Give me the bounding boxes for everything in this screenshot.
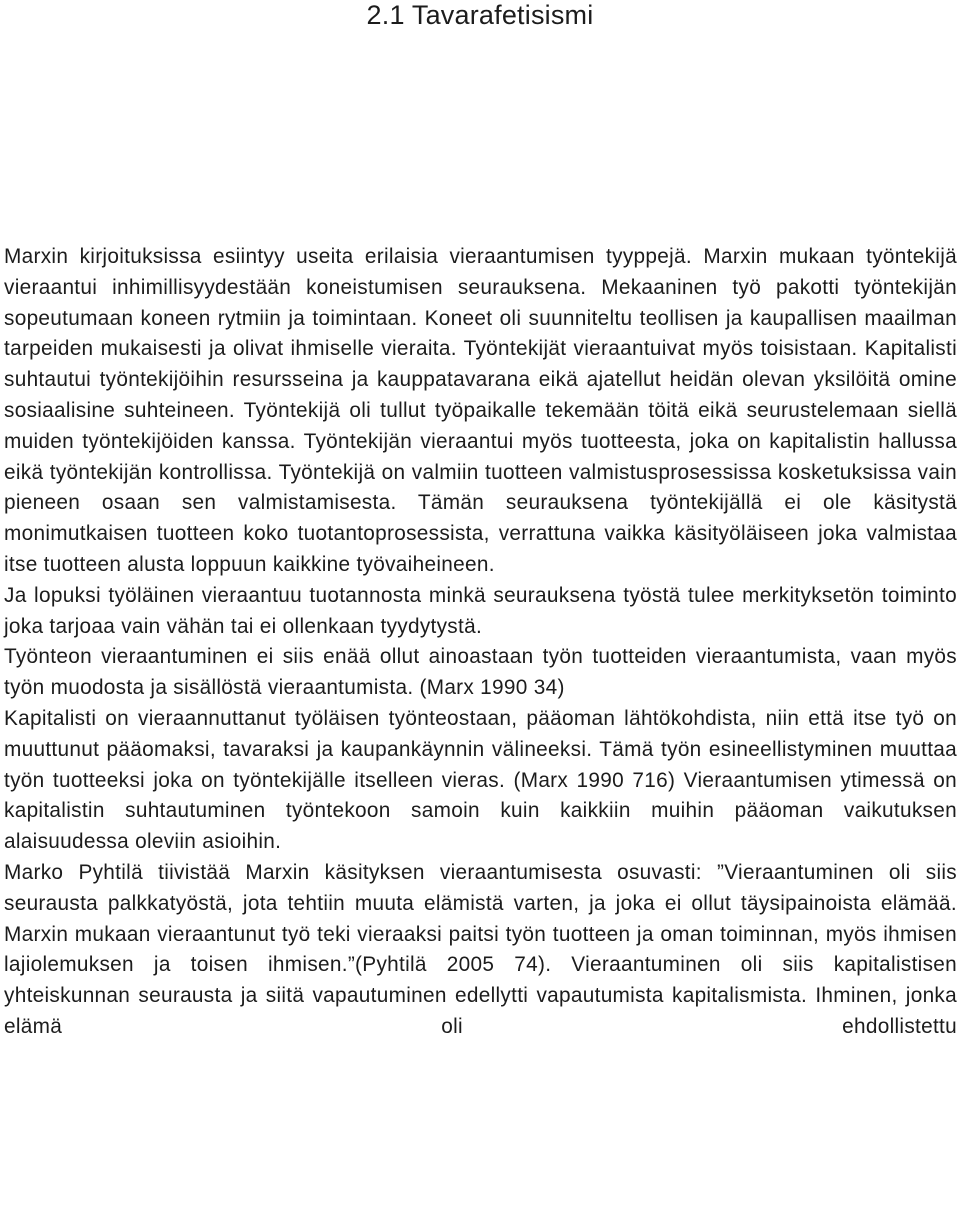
paragraph-labour-alienation: Työnteon vieraantuminen ei siis enää ollut ainoastaan työn tuotteiden vieraantumista, vaan myös työn muodosta ja sisällöstä vieraantumista. (Marx 1990 34) (4, 645, 957, 700)
paragraph-capitalist-alienation: Kapitalisti on vieraannuttanut työläisen työnteostaan, pääoman lähtökohdista, niin että itse työ on muuttunut pääomaksi, tavaraksi ja kaupankäynnin välineeksi. Tämä työn esineellistyminen muuttaa työn tuotteeksi joka on työntekijälle itselleen vieras. (Marx 1990 716) Vieraantumisen ytimessä on kapitalistin suhtautuminen työntekoon samoin kuin kaikkiin muihin pääoman vaikutuksen alaisuudessa oleviin asioihin. (4, 706, 957, 854)
paragraph-pyhtila-summary: Marko Pyhtilä tiivistää Marxin käsityksen vieraantumisesta osuvasti: ”Vieraantuminen oli siis seurausta palkkatyöstä, jota tehtiin muuta elämistä varten, ja joka ei ollut täysipainoista elämää. Marxin mukaan vieraantunut työ teki vieraaksi paitsi työn tuotteen ja oman toiminnan, myös ihmisen lajiolemuksen ja toisen ihmisen.”(Pyhtilä 2005 74). Vieraantuminen oli siis kapitalistisen yhteiskunnan seurausta ja siitä vapautuminen edellytti vapautumista kapitalismista. Ihminen, jonka elämä oli ehdollistettu (4, 860, 957, 1038)
paragraph-production-alienation: Ja lopuksi työläinen vieraantuu tuotannosta minkä seurauksena työstä tulee merkityksetön toiminto joka tarjoaa vain vähän tai ei ollenkaan tyydytystä. (4, 583, 957, 638)
paragraph-alienation-types: Marxin kirjoituksissa esiintyy useita erilaisia vieraantumisen tyyppejä. Marxin mukaan työntekijä vieraantui inhimillisyydestään koneistumisen seurauksena. Mekaaninen työ pakotti työntekijän sopeutumaan koneen rytmiin ja toimintaan. Koneet oli suunniteltu teollisen ja kaupallisen maailman tarpeiden mukaisesti ja olivat ihmiselle vieraita. Työntekijät vieraantuivat myös toisistaan. Kapitalisti suhtautui työntekijöihin resursseina ja kauppatavarana eikä ajatellut heidän olevan yksilöitä omine sosiaalisine suhteineen. Työntekijä oli tullut työpaikalle tekemään töitä eikä seurustelemaan siellä muiden työntekijöiden kanssa. Työntekijän vieraantui myös tuotteesta, joka on kapitalistin hallussa eikä työntekijän kontrollissa. Työntekijä on valmiin tuotteen valmistusprosessissa kosketuksissa vain pieneen osaan sen valmistamisesta. Tämän seurauksena työntekijällä ei ole käsitystä monimutkaisen tuotteen koko tuotantoprosessista, verrattuna vaikka käsityöläiseen joka valmistaa itse tuotteen alusta loppuun kaikkine työvaiheineen. (4, 245, 957, 576)
section-heading: 2.1 Tavarafetisismi (366, 0, 594, 30)
body-text (4, 242, 957, 1043)
